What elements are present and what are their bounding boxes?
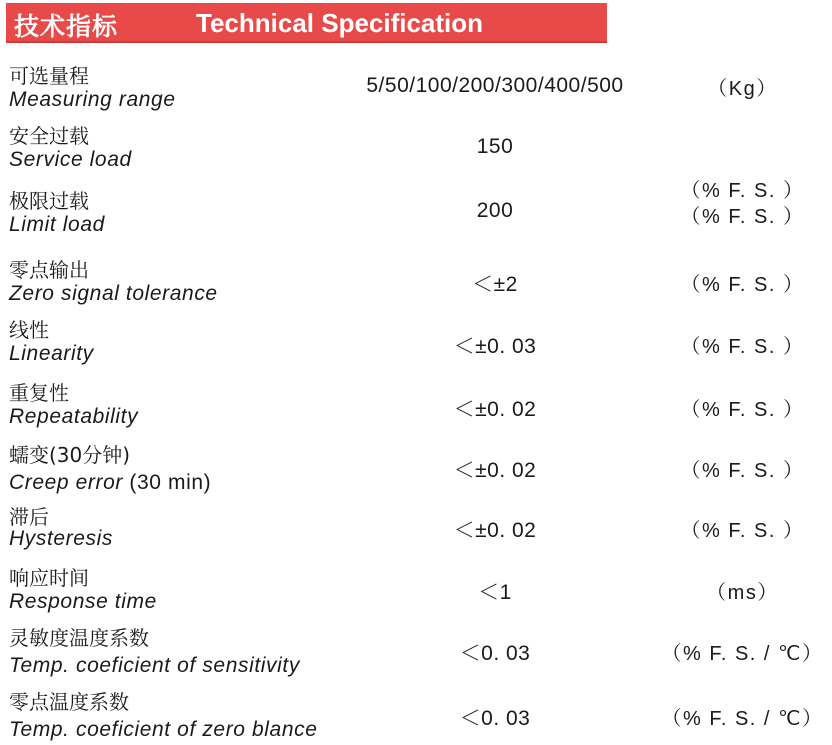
header-title-cn: 技术指标 (14, 12, 119, 41)
spec-unit: （% F. S. ） (680, 336, 805, 358)
spec-unit: （% F. S. ） (680, 520, 805, 542)
spec-label-en: Temp. coeficient of sensitivity (9, 654, 300, 677)
spec-value: ＜±2 (472, 273, 518, 296)
spec-label-en: Linearity (9, 342, 94, 365)
spec-label-cn: 安全过载 (9, 124, 89, 148)
spec-label-cn: 灵敏度温度系数 (9, 626, 149, 650)
spec-label-cn: 线性 (9, 318, 49, 342)
spec-unit: （% F. S. ） (680, 399, 805, 421)
spec-value: ＜1 (478, 581, 512, 604)
spec-value: ＜0. 03 (459, 707, 531, 730)
spec-label-en: Temp. coeficient of zero blance (9, 718, 318, 741)
spec-unit: （ms） (706, 582, 779, 604)
spec-unit: （Kg） (707, 78, 778, 100)
spec-label-cn: 极限过载 (9, 189, 89, 213)
spec-unit: （% F. S. / ℃） (661, 708, 824, 730)
spec-label-en: Service load (9, 148, 132, 171)
header-title-en: Technical Specification (196, 8, 484, 38)
spec-label-cn: 重复性 (9, 381, 69, 405)
spec-value: ＜±0. 02 (453, 459, 537, 482)
spec-label-en: Measuring range (9, 88, 176, 111)
spec-unit: （% F. S. / ℃） (661, 643, 824, 665)
spec-label-cn: 滞后 (9, 505, 49, 529)
spec-label-cn: 可选量程 (9, 64, 89, 88)
spec-label-cn: 零点温度系数 (9, 690, 129, 714)
spec-value: 150 (476, 135, 514, 158)
spec-unit: （% F. S. ） (680, 180, 805, 202)
spec-label-en: Limit load (9, 213, 105, 236)
section-header (6, 3, 607, 43)
spec-unit: （% F. S. ） (680, 460, 805, 482)
spec-label-cn: 蠕变(30分钟) (9, 443, 131, 467)
spec-label-en: Response time (9, 590, 157, 613)
spec-label-cn: 零点输出 (9, 258, 89, 282)
spec-label-en: Hysteresis (9, 527, 114, 550)
spec-label-cn: 响应时间 (9, 566, 89, 590)
spec-label-en-text: Creep error (9, 471, 123, 494)
spec-label-en-suffix: (30 min) (122, 471, 212, 494)
spec-unit: （% F. S. ） (680, 274, 805, 296)
spec-value: ＜±0. 03 (453, 335, 537, 358)
spec-label-en: Repeatability (9, 405, 139, 428)
spec-value: ＜±0. 02 (453, 398, 537, 421)
spec-label-en (9, 471, 211, 495)
spec-value: 200 (476, 199, 514, 222)
spec-value: ＜0. 03 (459, 642, 531, 665)
spec-label-en: Zero signal tolerance (9, 282, 218, 305)
spec-value: ＜±0. 02 (453, 519, 537, 542)
spec-value: 5/50/100/200/300/400/500 (366, 74, 624, 97)
spec-unit: （% F. S. ） (680, 206, 805, 228)
